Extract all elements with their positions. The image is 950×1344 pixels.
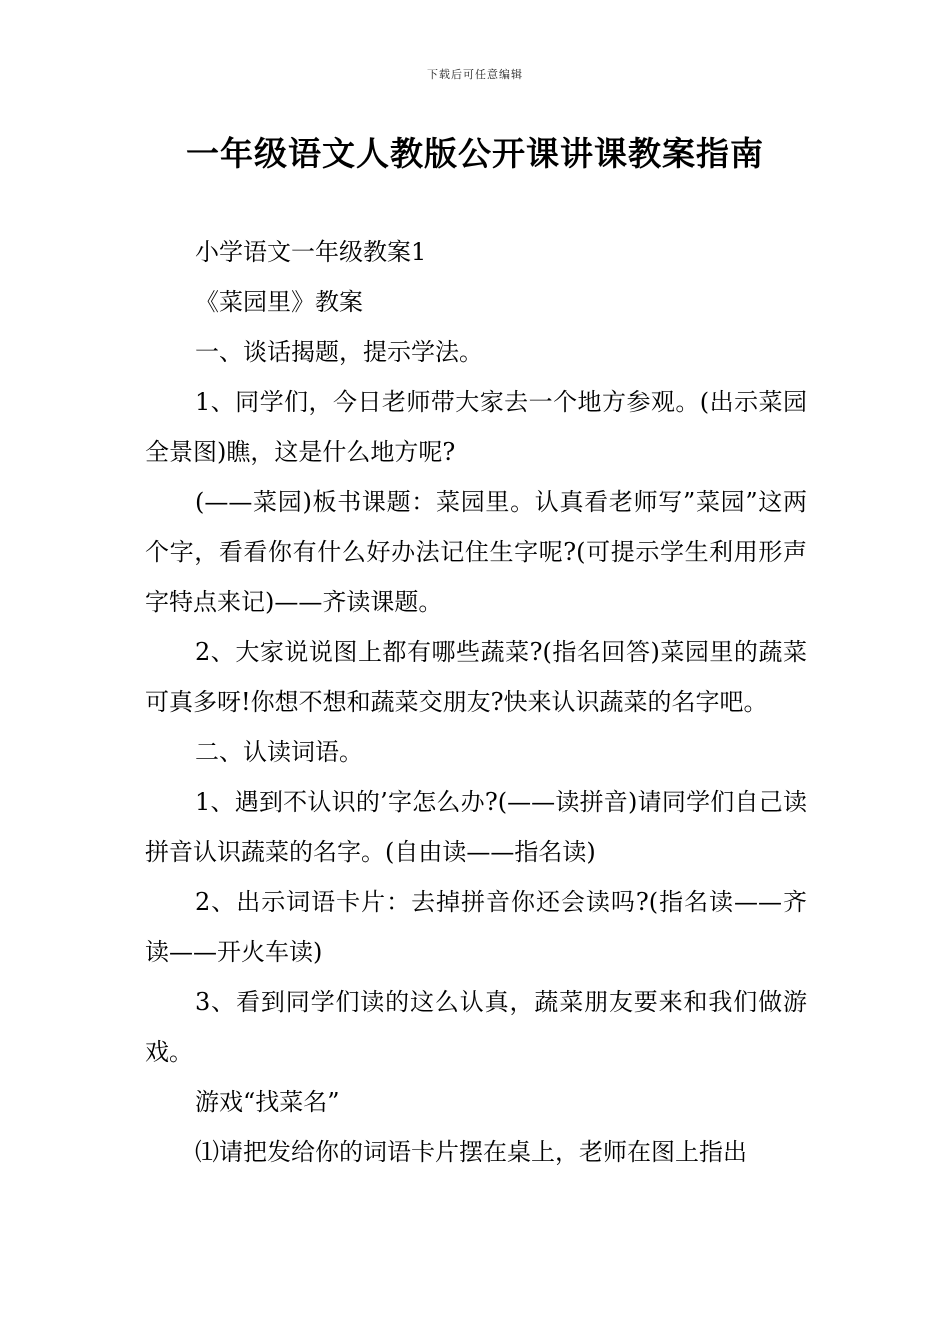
paragraph: 1、遇到不认识的’字怎么办?(——读拼音)请同学们自己读拼音认识蔬菜的名字。(自由读——指名读): [145, 788, 807, 866]
document-body: [145, 227, 807, 1177]
paragraph: (——菜园)板书课题：菜园里。认真看老师写”菜园”这两个字，看看你有什么好办法记住生字呢?(可提示学生利用形声字特点来记)——齐读课题。: [145, 488, 807, 616]
paragraph: 3、看到同学们读的这么认真，蔬菜朋友要来和我们做游戏。: [145, 988, 807, 1066]
paragraph: 游戏“找菜名”: [195, 1088, 340, 1116]
paragraph: 2、出示词语卡片：去掉拼音你还会读吗?(指名读——齐读——开火车读): [145, 888, 807, 966]
paragraph: 1、同学们，今日老师带大家去一个地方参观。(出示菜园全景图)瞧，这是什么地方呢?: [145, 388, 807, 466]
paragraph: ⑴请把发给你的词语卡片摆在桌上，老师在图上指出: [195, 1138, 747, 1166]
paragraph: 小学语文一年级教案1: [195, 238, 427, 266]
header-note: 下载后可任意编辑: [427, 68, 523, 81]
paragraph: 《菜园里》教案: [195, 288, 363, 316]
paragraph: 二、认读词语。: [195, 738, 363, 766]
document-title: 一年级语文人教版公开课讲课教案指南: [186, 134, 764, 173]
paragraph: 一、谈话揭题，提示学法。: [195, 338, 483, 366]
paragraph: 2、大家说说图上都有哪些蔬菜?(指名回答)菜园里的蔬菜可真多呀!你想不想和蔬菜交朋友?快来认识蔬菜的名字吧。: [145, 638, 807, 716]
